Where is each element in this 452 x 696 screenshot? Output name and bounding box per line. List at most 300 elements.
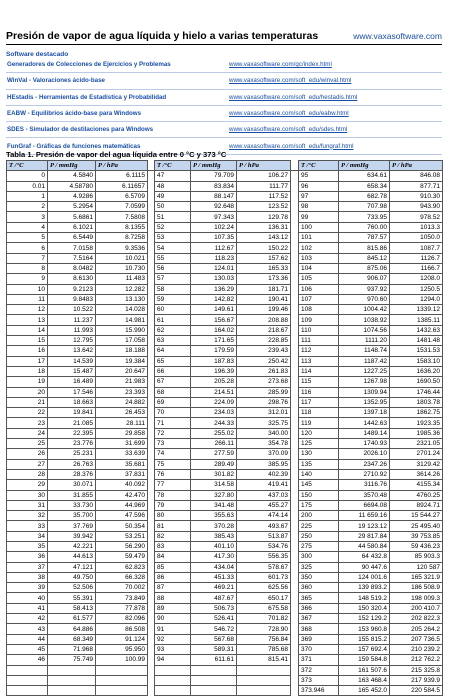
mmhg-cell: 42.221 <box>48 541 96 551</box>
hpa-cell: 106.27 <box>237 171 291 181</box>
table-row <box>7 336 443 346</box>
column-header: P / mmHg <box>339 161 390 171</box>
column-spacer <box>291 377 299 387</box>
temperature-cell: 370 <box>299 644 339 654</box>
temperature-cell: 108 <box>299 305 339 315</box>
column-spacer <box>148 531 155 541</box>
hpa-cell: 15 544.27 <box>390 511 443 521</box>
column-spacer <box>148 366 155 376</box>
table-row <box>7 418 443 428</box>
mmhg-cell: 2710.92 <box>339 469 390 479</box>
mmhg-cell: 1442.63 <box>339 418 390 428</box>
temperature-cell: 42 <box>7 614 48 624</box>
temperature-cell: 4 <box>7 222 48 232</box>
column-spacer <box>291 521 299 531</box>
temperature-cell: 7 <box>7 253 48 263</box>
column-header: P / hPa <box>96 161 148 171</box>
temperature-cell: 27 <box>7 459 48 469</box>
temperature-cell: 55 <box>155 253 191 263</box>
table-row <box>7 572 443 582</box>
mmhg-cell: 682.78 <box>339 191 390 201</box>
table-row <box>7 686 443 696</box>
column-spacer <box>148 459 155 469</box>
temperature-cell: 104 <box>299 263 339 273</box>
featured-item-label[interactable]: Generadores de Colecciones de Ejercicios y Problemas <box>6 57 229 73</box>
empty-cell <box>96 675 148 685</box>
featured-software-list <box>6 57 442 155</box>
mmhg-cell: 22.395 <box>48 428 96 438</box>
temperature-cell: 57 <box>155 274 191 284</box>
hpa-cell: 91.124 <box>96 634 148 644</box>
column-spacer <box>291 161 299 171</box>
table-row <box>7 469 443 479</box>
column-spacer <box>291 171 299 181</box>
empty-cell <box>7 665 48 675</box>
column-spacer <box>291 490 299 500</box>
hpa-cell: 14.028 <box>96 305 148 315</box>
hpa-cell: 402.39 <box>237 469 291 479</box>
featured-item-label[interactable]: EABW - Equilibrios ácido-base para Windows <box>6 105 229 121</box>
mmhg-cell: 165 452.0 <box>339 686 390 696</box>
mmhg-cell: 163 468.4 <box>339 675 390 685</box>
temperature-cell: 24 <box>7 428 48 438</box>
hpa-cell: 6.11657 <box>96 181 148 191</box>
hpa-cell: 474.14 <box>237 511 291 521</box>
column-spacer <box>291 665 299 675</box>
hpa-cell: 910.30 <box>390 191 443 201</box>
hpa-cell: 354.78 <box>237 439 291 449</box>
hpa-cell: 10.730 <box>96 263 148 273</box>
featured-item-link[interactable]: www.vaxasoftware.com/soft_edu/winval.html <box>229 73 442 89</box>
hpa-cell: 35.681 <box>96 459 148 469</box>
table-row <box>7 603 443 613</box>
mmhg-cell: 44 580.84 <box>339 541 390 551</box>
featured-item <box>6 89 442 105</box>
mmhg-cell: 760.00 <box>339 222 390 232</box>
mmhg-cell: 17.546 <box>48 387 96 397</box>
hpa-cell: 239.43 <box>237 346 291 356</box>
table-caption: Tabla 1. Presión de vapor del agua líquida entre 0 °C y 373 °C <box>6 150 227 159</box>
page-title: Presión de vapor de agua líquida y hielo a varias temperaturas <box>6 30 319 42</box>
temperature-cell: 73 <box>155 439 191 449</box>
temperature-cell: 10 <box>7 284 48 294</box>
table-row <box>7 356 443 366</box>
hpa-cell: 37.831 <box>96 469 148 479</box>
mmhg-cell: 707.98 <box>339 202 390 212</box>
mmhg-cell: 1111.20 <box>339 336 390 346</box>
mmhg-cell: 68.349 <box>48 634 96 644</box>
mmhg-cell: 1148.74 <box>339 346 390 356</box>
temperature-cell: 112 <box>299 346 339 356</box>
column-spacer <box>291 305 299 315</box>
mmhg-cell: 79.709 <box>191 171 237 181</box>
temperature-cell: 83 <box>155 541 191 551</box>
hpa-cell: 7.5808 <box>96 212 148 222</box>
table-row <box>7 325 443 335</box>
temperature-cell: 71 <box>155 418 191 428</box>
mmhg-cell: 8.6130 <box>48 274 96 284</box>
hpa-cell: 86.508 <box>96 624 148 634</box>
hpa-cell: 1636.20 <box>390 366 443 376</box>
hpa-cell: 1126.7 <box>390 253 443 263</box>
hpa-cell: 157.62 <box>237 253 291 263</box>
table-row <box>7 171 443 181</box>
hpa-cell: 1294.0 <box>390 294 443 304</box>
hpa-cell: 208.88 <box>237 315 291 325</box>
column-spacer <box>291 356 299 366</box>
column-spacer <box>148 521 155 531</box>
temperature-cell: 91 <box>155 624 191 634</box>
temperature-cell: 175 <box>299 500 339 510</box>
temperature-cell: 2 <box>7 202 48 212</box>
column-header: T /°C <box>7 161 48 171</box>
temperature-cell: 225 <box>299 521 339 531</box>
temperature-cell: 0.01 <box>7 181 48 191</box>
featured-item-label[interactable]: SDES - Simulador de destilaciones para Windows <box>6 122 229 138</box>
temperature-cell: 106 <box>299 284 339 294</box>
hpa-cell: 1166.7 <box>390 263 443 273</box>
column-spacer <box>148 439 155 449</box>
table-row <box>7 490 443 500</box>
mmhg-cell: 355.63 <box>191 511 237 521</box>
mmhg-cell: 11 659.16 <box>339 511 390 521</box>
hpa-cell: 62.823 <box>96 562 148 572</box>
temperature-cell: 368 <box>299 624 339 634</box>
temperature-cell: 18 <box>7 366 48 376</box>
featured-item <box>6 73 442 89</box>
featured-item-label[interactable]: WinVal - Valoraciones ácido-base <box>6 73 229 89</box>
table-row <box>7 583 443 593</box>
empty-cell <box>7 686 48 696</box>
mmhg-cell: 14.539 <box>48 356 96 366</box>
table-row <box>7 408 443 418</box>
mmhg-cell: 1038.92 <box>339 315 390 325</box>
table-row <box>7 459 443 469</box>
hpa-cell: 1803.78 <box>390 397 443 407</box>
temperature-cell: 79 <box>155 500 191 510</box>
column-spacer <box>148 161 155 171</box>
temperature-cell: 98 <box>299 202 339 212</box>
hpa-cell: 7.0599 <box>96 202 148 212</box>
temperature-cell: 150 <box>299 490 339 500</box>
hpa-cell: 1339.12 <box>390 305 443 315</box>
column-spacer <box>291 366 299 376</box>
mmhg-cell: 97.343 <box>191 212 237 222</box>
mmhg-cell: 55.391 <box>48 593 96 603</box>
mmhg-cell: 1397.18 <box>339 408 390 418</box>
hpa-cell: 4760.25 <box>390 490 443 500</box>
hpa-cell: 2321.05 <box>390 439 443 449</box>
hpa-cell: 1985.36 <box>390 428 443 438</box>
mmhg-cell: 33.730 <box>48 500 96 510</box>
hpa-cell: 100.99 <box>96 655 148 665</box>
mmhg-cell: 35.700 <box>48 511 96 521</box>
table-row <box>7 387 443 397</box>
empty-cell <box>96 665 148 675</box>
mmhg-cell: 4.9286 <box>48 191 96 201</box>
column-spacer <box>148 665 155 675</box>
column-spacer <box>148 181 155 191</box>
mmhg-cell: 148 519.2 <box>339 593 390 603</box>
temperature-cell: 89 <box>155 603 191 613</box>
hpa-cell: 815.41 <box>237 655 291 665</box>
column-spacer <box>148 624 155 634</box>
table-row <box>7 552 443 562</box>
featured-item-link[interactable]: www.vaxasoftware.com/soft_edu/eabw.html <box>229 105 442 121</box>
hpa-cell: 25 495.40 <box>390 521 443 531</box>
temperature-cell: 372 <box>299 665 339 675</box>
temperature-cell: 19 <box>7 377 48 387</box>
column-spacer <box>148 274 155 284</box>
hpa-cell: 33.639 <box>96 449 148 459</box>
temperature-cell: 62 <box>155 325 191 335</box>
mmhg-cell: 8.0482 <box>48 263 96 273</box>
column-spacer <box>148 603 155 613</box>
mmhg-cell: 487.67 <box>191 593 237 603</box>
hpa-cell: 756.84 <box>237 634 291 644</box>
column-spacer <box>291 325 299 335</box>
column-spacer <box>291 511 299 521</box>
mmhg-cell: 3570.48 <box>339 490 390 500</box>
column-spacer <box>148 644 155 654</box>
mmhg-cell: 61.577 <box>48 614 96 624</box>
mmhg-cell: 90 447.6 <box>339 562 390 572</box>
mmhg-cell: 469.21 <box>191 583 237 593</box>
mmhg-cell: 83.834 <box>191 181 237 191</box>
temperature-cell: 93 <box>155 644 191 654</box>
hpa-cell: 325.75 <box>237 418 291 428</box>
hpa-cell: 3129.42 <box>390 459 443 469</box>
temperature-cell: 87 <box>155 583 191 593</box>
hpa-cell: 285.99 <box>237 387 291 397</box>
table-row <box>7 202 443 212</box>
mmhg-cell: 21.085 <box>48 418 96 428</box>
featured-item-label[interactable]: FunGraf - Gráficas de funciones matemáticas <box>6 138 229 154</box>
mmhg-cell: 26.763 <box>48 459 96 469</box>
column-spacer <box>291 480 299 490</box>
featured-item-link[interactable]: www.vaxasoftware.com/gc/index.html <box>229 57 442 73</box>
temperature-cell: 140 <box>299 469 339 479</box>
empty-cell <box>48 686 96 696</box>
temperature-cell: 81 <box>155 521 191 531</box>
temperature-cell: 70 <box>155 408 191 418</box>
temperature-cell: 200 <box>299 511 339 521</box>
hpa-cell: 190.41 <box>237 294 291 304</box>
mmhg-cell: 124.01 <box>191 263 237 273</box>
column-spacer <box>291 253 299 263</box>
column-spacer <box>291 233 299 243</box>
empty-cell <box>191 675 237 685</box>
temperature-cell: 58 <box>155 284 191 294</box>
mmhg-cell: 7.0158 <box>48 243 96 253</box>
column-spacer <box>148 418 155 428</box>
hpa-cell: 650.17 <box>237 593 291 603</box>
column-spacer <box>291 583 299 593</box>
hpa-cell: 82.096 <box>96 614 148 624</box>
column-spacer <box>291 212 299 222</box>
hpa-cell: 261.83 <box>237 366 291 376</box>
hpa-cell: 1690.50 <box>390 377 443 387</box>
hpa-cell: 385.95 <box>237 459 291 469</box>
temperature-cell: 90 <box>155 614 191 624</box>
hpa-cell: 513.87 <box>237 531 291 541</box>
mmhg-cell: 71.968 <box>48 644 96 654</box>
temperature-cell: 74 <box>155 449 191 459</box>
hpa-cell: 10.021 <box>96 253 148 263</box>
temperature-cell: 9 <box>7 274 48 284</box>
mmhg-cell: 9.8483 <box>48 294 96 304</box>
hpa-cell: 66.328 <box>96 572 148 582</box>
site-link[interactable]: www.vaxasoftware.com <box>353 31 442 41</box>
column-spacer <box>148 202 155 212</box>
column-spacer <box>148 284 155 294</box>
empty-cell <box>7 675 48 685</box>
hpa-cell: 1862.75 <box>390 408 443 418</box>
temperature-cell: 49 <box>155 191 191 201</box>
mmhg-cell: 815.86 <box>339 243 390 253</box>
featured-software-heading: Software destacado <box>6 51 69 58</box>
temperature-cell: 300 <box>299 552 339 562</box>
column-spacer <box>291 634 299 644</box>
temperature-cell: 54 <box>155 243 191 253</box>
hpa-cell: 143.12 <box>237 233 291 243</box>
mmhg-cell: 187.83 <box>191 356 237 366</box>
temperature-cell: 369 <box>299 634 339 644</box>
column-spacer <box>148 490 155 500</box>
hpa-cell: 370.09 <box>237 449 291 459</box>
featured-item-label[interactable]: HEstadis - Herramientas de Estadística y Probabilidad <box>6 89 229 105</box>
featured-item <box>6 122 442 138</box>
hpa-cell: 200 410.7 <box>390 603 443 613</box>
column-spacer <box>148 469 155 479</box>
table-row <box>7 541 443 551</box>
table-row <box>7 305 443 315</box>
temperature-cell: 12 <box>7 305 48 315</box>
mmhg-cell: 289.49 <box>191 459 237 469</box>
column-spacer <box>291 686 299 696</box>
featured-item-link[interactable]: www.vaxasoftware.com/soft_edu/sdes.html <box>229 122 442 138</box>
mmhg-cell: 23.776 <box>48 439 96 449</box>
column-spacer <box>148 171 155 181</box>
hpa-cell: 578.67 <box>237 562 291 572</box>
temperature-cell: 76 <box>155 469 191 479</box>
hpa-cell: 212 762.2 <box>390 655 443 665</box>
table-row <box>7 181 443 191</box>
hpa-cell: 14.981 <box>96 315 148 325</box>
column-spacer <box>291 655 299 665</box>
hpa-cell: 340.00 <box>237 428 291 438</box>
mmhg-cell: 39.942 <box>48 531 96 541</box>
temperature-cell: 20 <box>7 387 48 397</box>
hpa-cell: 42.470 <box>96 490 148 500</box>
table-row <box>7 511 443 521</box>
mmhg-cell: 4.5840 <box>48 171 96 181</box>
temperature-cell: 94 <box>155 655 191 665</box>
temperature-cell: 15 <box>7 336 48 346</box>
temperature-cell: 275 <box>299 541 339 551</box>
temperature-cell: 46 <box>7 655 48 665</box>
table-row <box>7 294 443 304</box>
column-spacer <box>148 655 155 665</box>
temperature-cell: 16 <box>7 346 48 356</box>
temperature-cell: 63 <box>155 336 191 346</box>
column-spacer <box>148 336 155 346</box>
hpa-cell: 31.699 <box>96 439 148 449</box>
temperature-cell: 101 <box>299 233 339 243</box>
hpa-cell: 53.251 <box>96 531 148 541</box>
column-spacer <box>291 428 299 438</box>
temperature-cell: 110 <box>299 325 339 335</box>
hpa-cell: 534.76 <box>237 541 291 551</box>
column-spacer <box>291 439 299 449</box>
column-spacer <box>148 346 155 356</box>
mmhg-cell: 277.59 <box>191 449 237 459</box>
hpa-cell: 625.56 <box>237 583 291 593</box>
temperature-cell: 48 <box>155 181 191 191</box>
mmhg-cell: 434.04 <box>191 562 237 572</box>
table-row <box>7 593 443 603</box>
empty-cell <box>237 675 291 685</box>
temperature-cell: 66 <box>155 366 191 376</box>
mmhg-cell: 58.413 <box>48 603 96 613</box>
hpa-cell: 186 508.9 <box>390 583 443 593</box>
mmhg-cell: 205.28 <box>191 377 237 387</box>
temperature-cell: 23 <box>7 418 48 428</box>
table-row <box>7 644 443 654</box>
temperature-cell: 31 <box>7 500 48 510</box>
featured-item-link[interactable]: www.vaxasoftware.com/soft_edu/hestadis.html <box>229 89 442 105</box>
temperature-cell: 130 <box>299 449 339 459</box>
table-row <box>7 284 443 294</box>
mmhg-cell: 266.11 <box>191 439 237 449</box>
hpa-cell: 215 325.8 <box>390 665 443 675</box>
hpa-cell: 312.01 <box>237 408 291 418</box>
mmhg-cell: 7.5164 <box>48 253 96 263</box>
mmhg-cell: 733.95 <box>339 212 390 222</box>
hpa-cell: 59 436.23 <box>390 541 443 551</box>
temperature-cell: 43 <box>7 624 48 634</box>
table-row <box>7 531 443 541</box>
column-header: P / hPa <box>237 161 291 171</box>
temperature-cell: 65 <box>155 356 191 366</box>
column-spacer <box>148 263 155 273</box>
hpa-cell: 117.52 <box>237 191 291 201</box>
table-row <box>7 480 443 490</box>
temperature-cell: 45 <box>7 644 48 654</box>
temperature-cell: 111 <box>299 336 339 346</box>
hpa-cell: 1385.11 <box>390 315 443 325</box>
hpa-cell: 18.188 <box>96 346 148 356</box>
empty-cell <box>96 686 148 696</box>
hpa-cell: 20.647 <box>96 366 148 376</box>
empty-cell <box>237 686 291 696</box>
mmhg-cell: 5.6861 <box>48 212 96 222</box>
mmhg-cell: 875.06 <box>339 263 390 273</box>
temperature-cell: 52 <box>155 222 191 232</box>
mmhg-cell: 64.886 <box>48 624 96 634</box>
mmhg-cell: 658.34 <box>339 181 390 191</box>
column-spacer <box>148 480 155 490</box>
temperature-cell: 36 <box>7 552 48 562</box>
featured-item-link[interactable]: www.vaxasoftware.com/soft_edu/fungraf.html <box>229 138 442 154</box>
table-row <box>7 521 443 531</box>
table-row <box>7 253 443 263</box>
temperature-cell: 86 <box>155 572 191 582</box>
hpa-cell: 173.36 <box>237 274 291 284</box>
hpa-cell: 2701.24 <box>390 449 443 459</box>
temperature-cell: 85 <box>155 562 191 572</box>
hpa-cell: 199.46 <box>237 305 291 315</box>
